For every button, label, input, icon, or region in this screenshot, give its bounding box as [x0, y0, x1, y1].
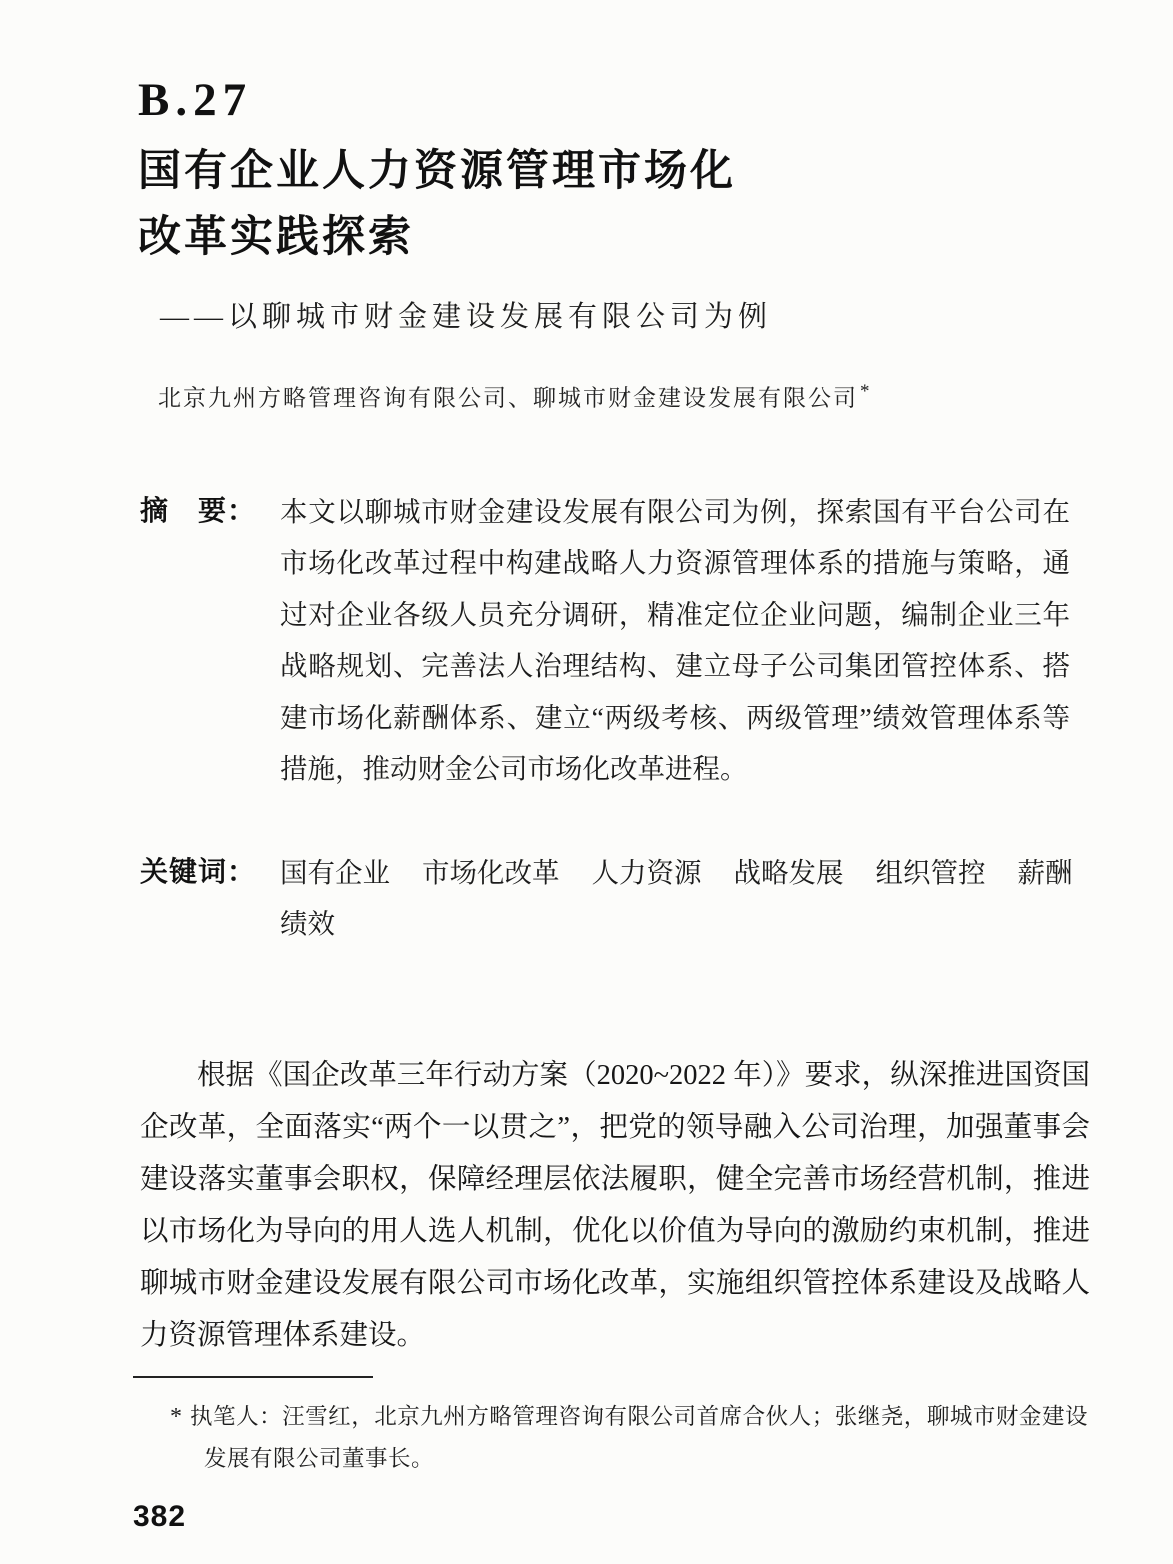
- keyword-item: 薪酬绩效: [280, 856, 1073, 940]
- keyword-item: 组织管控: [875, 856, 986, 888]
- article-title-line-2: 改革实践探索: [138, 214, 414, 261]
- keywords-list: [280, 847, 1085, 950]
- authors-text: 北京九州方略管理咨询有限公司、聊城市财金建设发展有限公司: [158, 385, 858, 411]
- abstract-section: [140, 486, 1090, 795]
- keywords-section: [140, 847, 1090, 950]
- abstract-label: 摘 要：: [140, 495, 257, 527]
- footnote-text: 执笔人：汪雪红，北京九州方略管理咨询有限公司首席合伙人；张继尧，聊城市财金建设发展有限公司董事长。: [190, 1403, 1088, 1471]
- article-title: [138, 139, 1093, 271]
- article-title-line-1: 国有企业人力资源管理市场化: [138, 148, 736, 195]
- chapter-code: B.27: [138, 74, 253, 126]
- keyword-item: 战略发展: [733, 856, 844, 888]
- body-paragraph: 根据《国企改革三年行动方案（2020~2022 年）》要求，纵深推进国资国企改革，全面落实“两个一以贯之”，把党的领导融入公司治理，加强董事会建设落实董事会职权，保障经理层依法履职，健全完善市场经营机制，推进以市场化为导向的用人选人机制，优化以价值为导向的激励约束机制，推进聊城市财金建设发展有限公司市场化改革，实施组织管控体系建设及战略人力资源管理体系建设。: [140, 1059, 1090, 1351]
- keyword-item: 人力资源: [591, 856, 702, 888]
- authors-footnote-marker: *: [860, 381, 872, 402]
- footnote: [170, 1396, 1088, 1480]
- article-subtitle: ——以聊城市财金建设发展有限公司为例: [160, 301, 773, 333]
- footnote-symbol: *: [170, 1403, 182, 1430]
- keyword-item: 国有企业: [280, 856, 390, 888]
- page-number: 382: [133, 1500, 187, 1533]
- abstract-text: 本文以聊城市财金建设发展有限公司为例，探索国有平台公司在市场化改革过程中构建战略人力资源管理体系的措施与策略，通过对企业各级人员充分调研，精准定位企业问题，编制企业三年战略规划、完善法人治理结构、建立母子公司集团管控体系、搭建市场化薪酬体系、建立“两级考核、两级管理”绩效管理体系等措施，推动财金公司市场化改革进程。: [280, 495, 1070, 785]
- keywords-label: 关键词：: [140, 856, 257, 888]
- footnote-separator: [133, 1376, 373, 1378]
- keyword-item: 市场化改革: [422, 856, 560, 888]
- authors-line: [158, 377, 1093, 414]
